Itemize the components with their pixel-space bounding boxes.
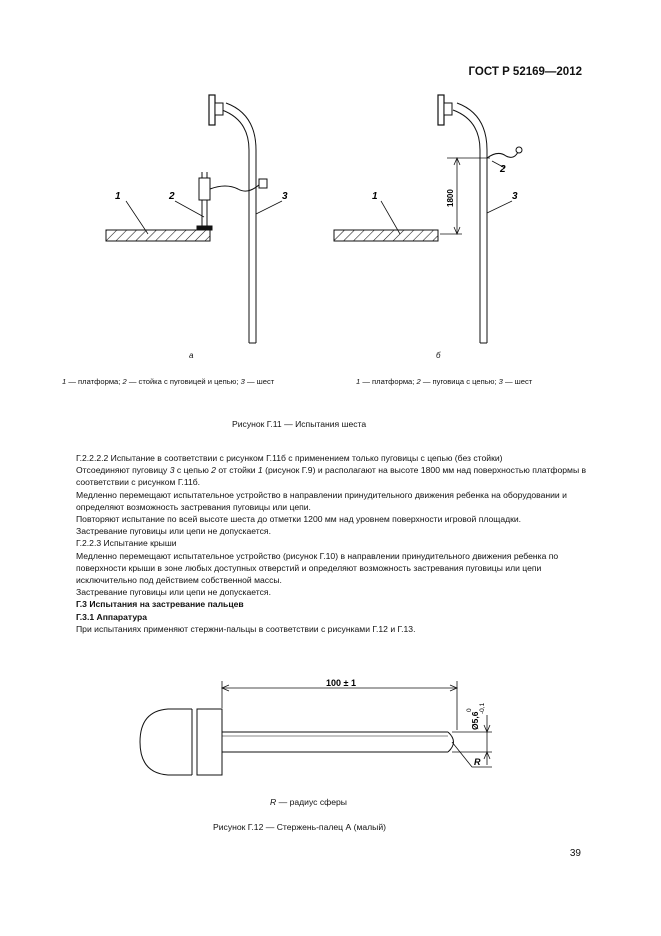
subsection-heading: Г.3.1 Аппаратура <box>76 611 148 622</box>
radius-label: R <box>474 757 481 767</box>
figure-g11a <box>106 95 288 343</box>
finger-collar <box>197 709 222 775</box>
stand-a <box>197 172 260 230</box>
paragraph: Застревание пуговицы или цепи не допускается. <box>76 587 271 598</box>
paragraph: Медленно перемещают испытательное устройство (рисунок Г.10) в направлении принудительного движения ребенка по поверхности крыши в зоне любых доступных отверстий и определяют возможность застревания пуговицы или цепи исключительно под действием собственной массы. <box>76 550 559 586</box>
figure-g12-caption: Рисунок Г.12 — Стержень-палец А (малый) <box>213 822 386 832</box>
platform-a <box>106 230 210 241</box>
pole-mount-a <box>209 95 215 125</box>
figure-g12 <box>0 670 661 790</box>
tolerance-upper: 0 <box>466 708 473 712</box>
callout-1b: 1 <box>372 191 378 202</box>
legend-b: 1 — платформа; 2 — пуговица с цепью; 3 — шест <box>356 377 533 386</box>
legend-a: 1 — платформа; 2 — стойка с пуговицей и цепью; 3 — шест <box>62 377 275 386</box>
subfigure-label-a: а <box>189 351 194 360</box>
diameter-dimension-label: Ø5,6 <box>470 711 480 730</box>
pole-b <box>453 103 487 343</box>
callout-3a: 3 <box>282 191 288 202</box>
platform-b <box>334 230 438 241</box>
paragraph: Г.2.2.3 Испытание крыши <box>76 538 177 549</box>
figure-g12-legend: R — радиус сферы <box>270 797 347 807</box>
callout-1a: 1 <box>115 191 121 202</box>
length-dimension-label: 100 ± 1 <box>326 678 356 688</box>
button-a <box>259 179 267 188</box>
pole-mount-b <box>438 95 444 125</box>
callout-3b: 3 <box>512 191 518 202</box>
subfigure-label-b: б <box>436 351 441 360</box>
page-number: 39 <box>569 848 581 859</box>
callout-2a: 2 <box>169 191 175 202</box>
chain-b <box>487 152 518 158</box>
paragraph: При испытаниях применяют стержни-пальцы в соответствии с рисунками Г.12 и Г.13. <box>76 623 416 634</box>
figure-g11b <box>334 95 522 343</box>
paragraph: Застревание пуговицы или цепи не допускается. <box>76 526 271 537</box>
finger-head <box>140 709 192 775</box>
dimension-1800-label: 1800 <box>446 189 455 207</box>
document-header: ГОСТ Р 52169—2012 <box>468 66 582 78</box>
section-heading: Г.3 Испытания на застревание пальцев <box>76 599 244 610</box>
pole-a <box>222 103 256 343</box>
body-text <box>76 452 590 635</box>
paragraph: Отсоединяют пуговицу 3 с цепью 2 от стойки 1 (рисунок Г.9) и располагают на высоте 1800 мм над поверхностью платформы в соответствии с рисунком Г.11б. <box>76 465 587 488</box>
figure-g11-caption: Рисунок Г.11 — Испытания шеста <box>232 419 367 429</box>
paragraph: Медленно перемещают испытательное устройство в направлении принудительного движения ребенка на оборудовании и определяют возможность застревания пуговицы или цепи. <box>76 489 567 512</box>
callout-2b: 2 <box>500 164 506 175</box>
button-b <box>516 147 522 153</box>
tolerance-lower: -0,1 <box>479 702 486 714</box>
paragraph: Повторяют испытание по всей высоте шеста до отметки 1200 мм над уровнем поверхности игровой площадки. <box>76 514 522 525</box>
paragraph: Г.2.2.2.2 Испытание в соответствии с рисунком Г.11б с применением только пуговицы с цепью (без стойки) <box>76 453 503 463</box>
figure-g11 <box>0 0 661 380</box>
